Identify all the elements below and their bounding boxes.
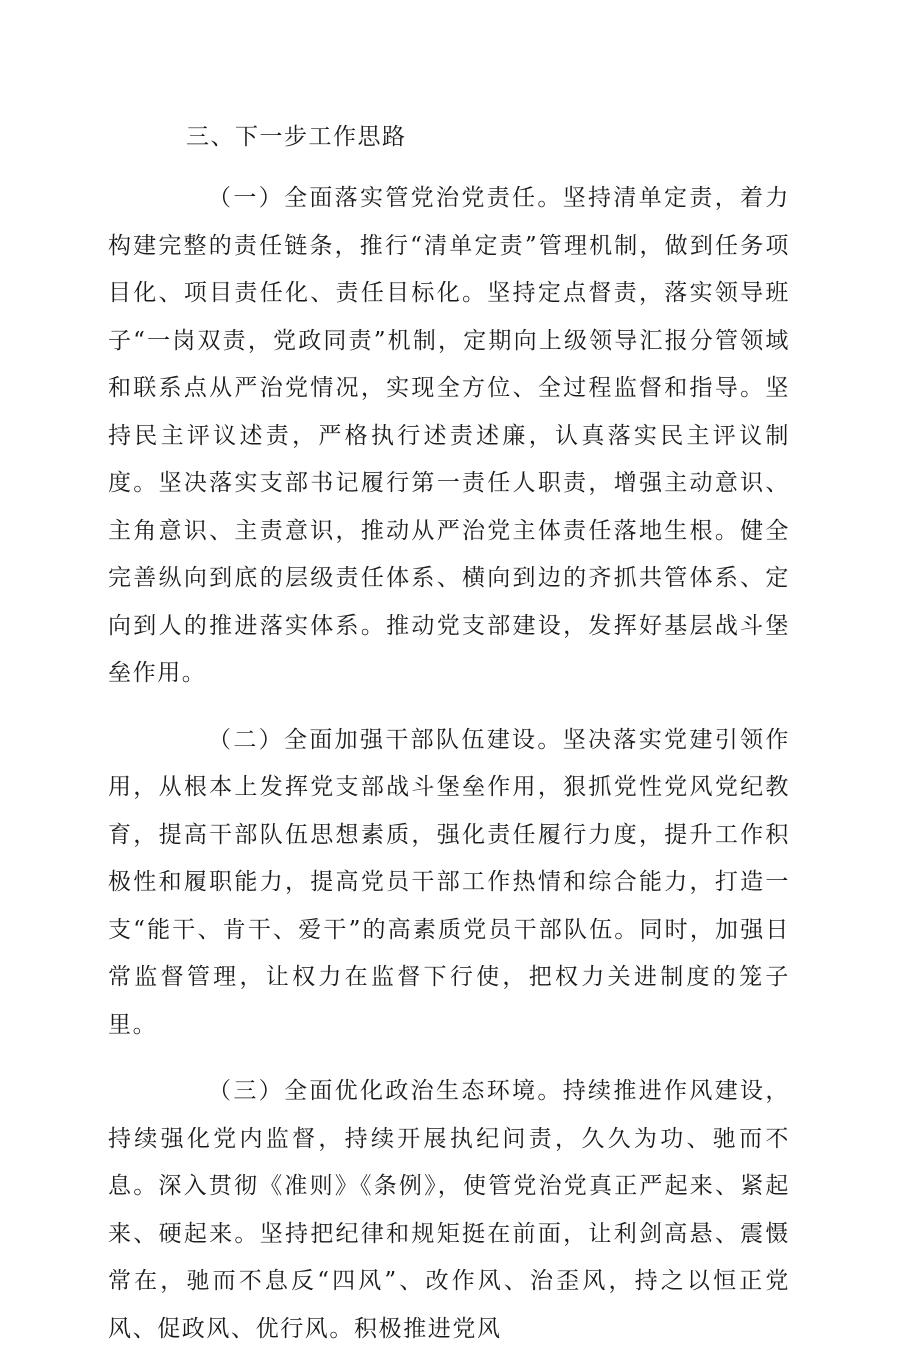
- document-body: [108, 118, 790, 1372]
- paragraph-3: （三）全面优化政治生态环境。持续推进作风建设，持续强化党内监督，持续开展执纪问责，久久为功、驰而不息。深入贯彻《准则》《条例》，使管党治党真正严起来、紧起来、硬起来。坚持把纪律和规矩挺在前面，让利剑高悬、震慑常在，驰而不息反“四风”、改作风、治歪风，持之以恒正党风、促政风、优行风。积极推进党风: [108, 1078, 790, 1342]
- paragraph-1: （一）全面落实管党治党责任。坚持清单定责，着力构建完整的责任链条，推行“清单定责”管理机制，做到任务项目化、项目责任化、责任目标化。坚持定点督责，落实领导班子“一岗双责，党政同责”机制，定期向上级领导汇报分管领域和联系点从严治党情况，实现全方位、全过程监督和指导。坚持民主评议述责，严格执行述责述廉，认真落实民主评议制度。坚决落实支部书记履行第一责任人职责，增强主动意识、主角意识、主责意识，推动从严治党主体责任落地生根。健全完善纵向到底的层级责任体系、横向到边的齐抓共管体系、定向到人的推进落实体系。推动党支部建设，发挥好基层战斗堡垒作用。: [108, 185, 790, 686]
- section-heading: 三、下一步工作思路: [186, 124, 407, 150]
- paragraph-2: （二）全面加强干部队伍建设。坚决落实党建引领作用，从根本上发挥党支部战斗堡垒作用，狠抓党性党风党纪教育，提高干部队伍思想素质，强化责任履行力度，提升工作积极性和履职能力，提高党员干部工作热情和综合能力，打造一支“能干、肯干、爱干”的高素质党员干部队伍。同时，加强日常监督管理，让权力在监督下行使，把权力关进制度的笼子里。: [108, 726, 790, 1038]
